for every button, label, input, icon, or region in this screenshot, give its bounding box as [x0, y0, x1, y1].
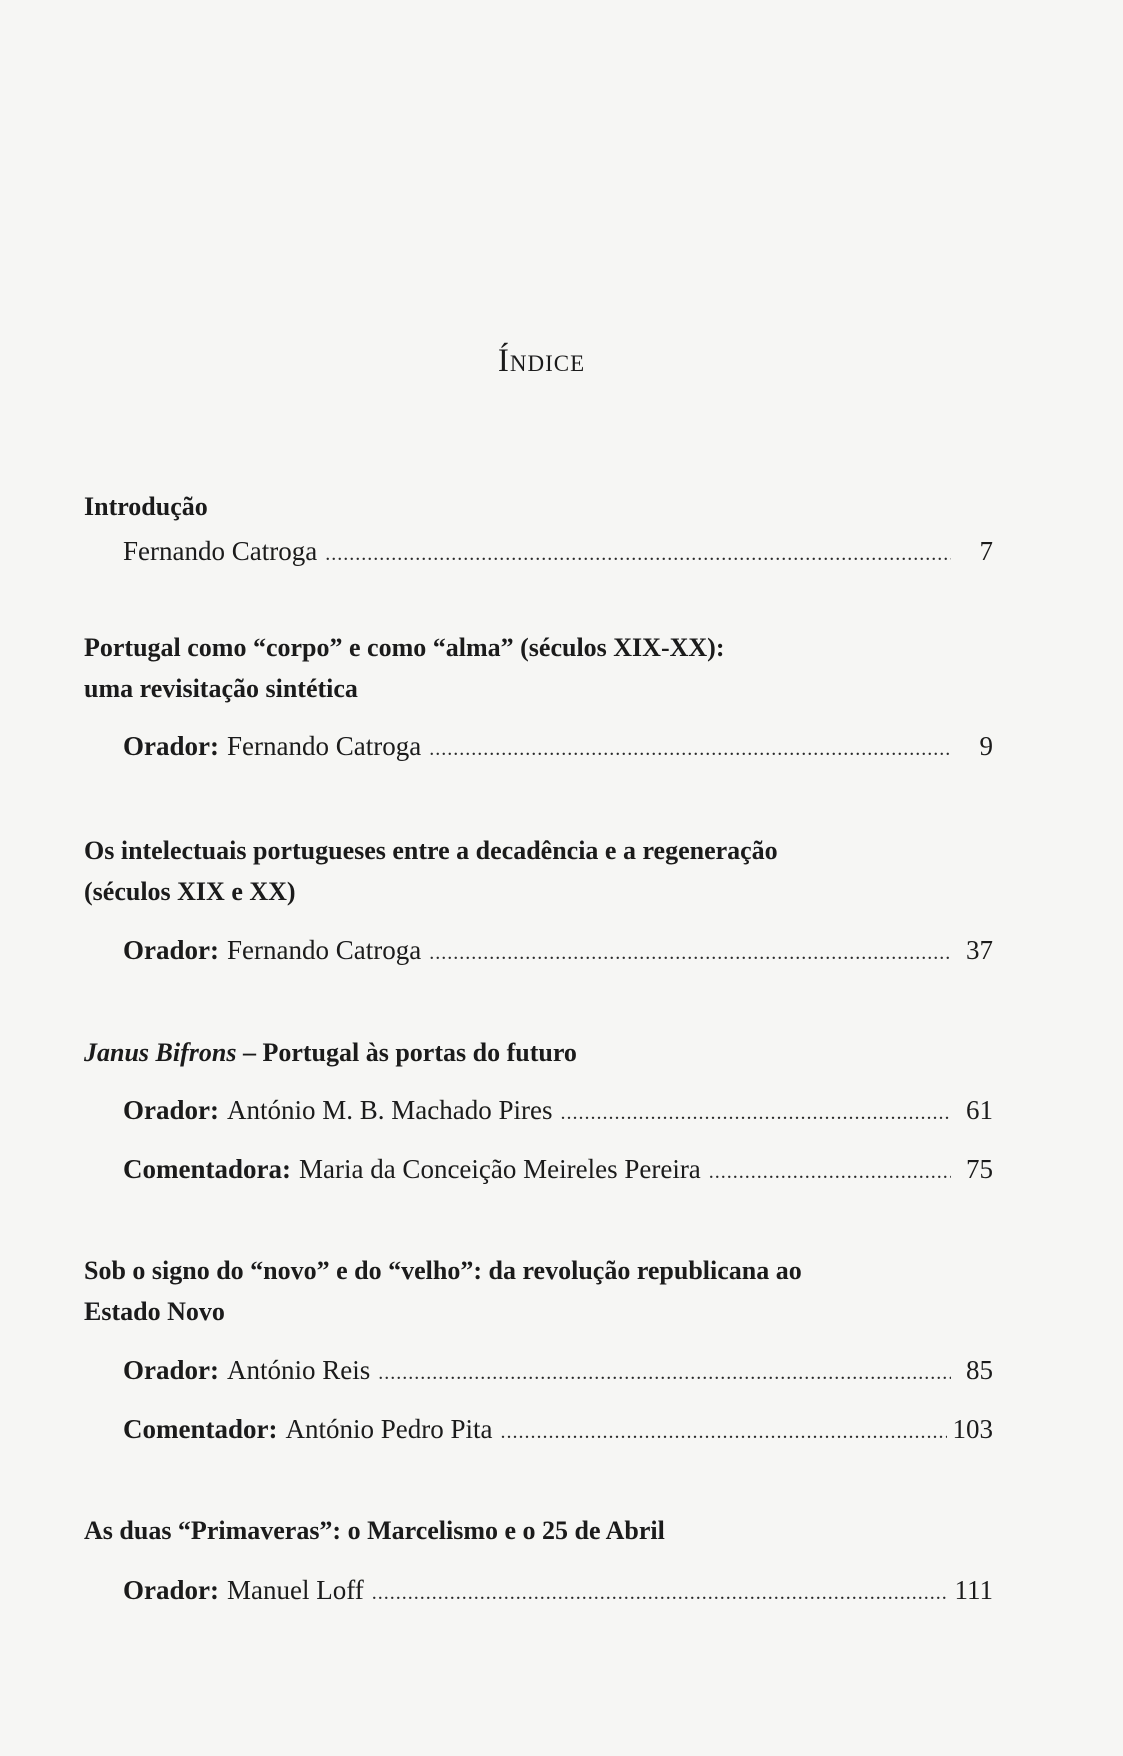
entry-role: Comentador:	[123, 1414, 278, 1444]
entry-role: Comentadora:	[123, 1154, 291, 1184]
entry-name: António M. B. Machado Pires	[226, 1095, 553, 1125]
heading-line: Os intelectuais portugueses entre a decadência e a regeneração	[84, 836, 778, 865]
page-number: 111	[954, 1575, 993, 1605]
toc-entry[interactable]	[123, 533, 993, 569]
toc-entry[interactable]	[123, 1151, 993, 1187]
page-number: 103	[952, 1414, 993, 1444]
toc-entry[interactable]	[123, 1092, 993, 1128]
dot-leader	[378, 1355, 951, 1391]
section-heading-corpo-alma	[84, 627, 984, 709]
page-number: 75	[966, 1154, 993, 1184]
entry-role: Orador:	[123, 1575, 219, 1605]
entry-role: Orador:	[123, 731, 219, 761]
dot-leader	[709, 1154, 951, 1190]
heading-italic: Janus Bifrons	[84, 1038, 237, 1067]
heading-line: uma revisitação sintética	[84, 674, 358, 703]
entry-role: Orador:	[123, 1355, 219, 1385]
section-heading-intelectuais	[84, 830, 984, 912]
toc-entry[interactable]	[123, 932, 993, 968]
section-heading-primaveras	[84, 1510, 984, 1551]
section-heading-introducao	[84, 486, 984, 527]
page-number: 9	[979, 731, 993, 761]
dot-leader	[429, 731, 951, 767]
page-number: 85	[966, 1355, 993, 1385]
dot-leader	[560, 1095, 951, 1131]
page-title: Índice	[497, 343, 586, 379]
entry-name: Fernando Catroga	[123, 536, 318, 566]
section-heading-janus-bifrons	[84, 1032, 984, 1073]
heading-line: (séculos XIX e XX)	[84, 877, 296, 906]
dot-leader	[372, 1575, 949, 1611]
entry-name: Fernando Catroga	[226, 935, 422, 965]
entry-name: Maria da Conceição Meireles Pereira	[298, 1154, 701, 1184]
dot-leader	[325, 536, 951, 572]
toc-entry[interactable]	[123, 1352, 993, 1388]
entry-role: Orador:	[123, 1095, 219, 1125]
toc-entry[interactable]	[123, 1411, 993, 1447]
entry-name: António Reis	[226, 1355, 371, 1385]
heading-line	[84, 1032, 984, 1073]
dot-leader	[429, 935, 951, 971]
heading-line: Sob o signo do “novo” e do “velho”: da revolução republicana ao	[84, 1256, 802, 1285]
page-number: 7	[979, 536, 993, 566]
page-number: 61	[966, 1095, 993, 1125]
dot-leader	[500, 1414, 946, 1450]
entry-name: Fernando Catroga	[226, 731, 422, 761]
heading-line: As duas “Primaveras”: o Marcelismo e o 25 de Abril	[84, 1516, 665, 1545]
entry-name: António Pedro Pita	[285, 1414, 493, 1444]
heading-line: Estado Novo	[84, 1297, 225, 1326]
entry-name: Manuel Loff	[226, 1575, 364, 1605]
heading-rest: – Portugal às portas do futuro	[236, 1038, 577, 1067]
section-heading-novo-velho	[84, 1250, 984, 1332]
heading-line: Introdução	[84, 492, 208, 521]
toc-entry[interactable]	[123, 1572, 993, 1608]
toc-entry[interactable]	[123, 728, 993, 764]
heading-line: Portugal como “corpo” e como “alma” (séculos XIX-XX):	[84, 633, 725, 662]
entry-role: Orador:	[123, 935, 219, 965]
page-number: 37	[966, 935, 993, 965]
